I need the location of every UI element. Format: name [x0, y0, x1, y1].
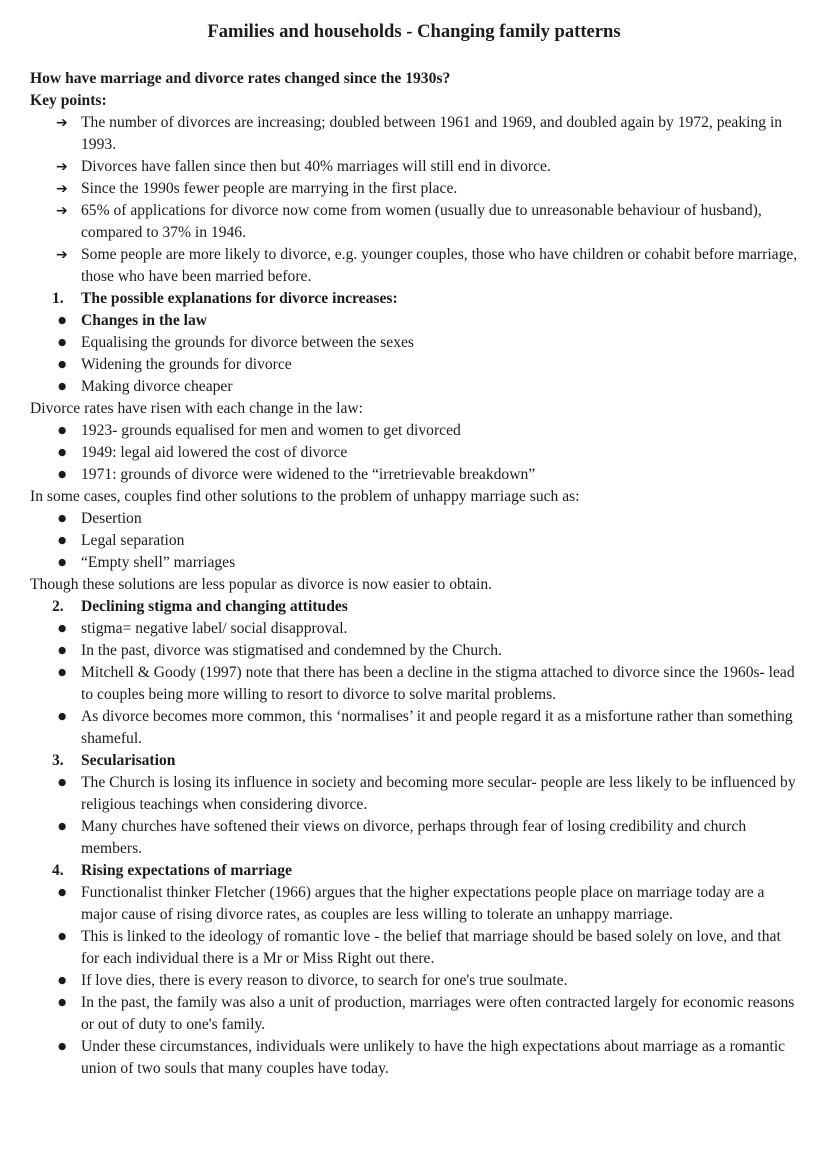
line-text: The number of divorces are increasing; doubled between 1961 and 1969, and doubled again by 1972, peaking in 1993.: [81, 114, 783, 153]
dot-bullet-icon: ●: [58, 535, 67, 546]
dot-bullet-icon: ●: [58, 1041, 67, 1052]
dot-bullet-icon: ●: [58, 447, 67, 458]
arrow-bullet-icon: ➔: [56, 159, 68, 175]
dot-bullet-icon: ●: [58, 997, 67, 1008]
dot-bullet-icon: ●: [58, 425, 67, 436]
line-text: Declining stigma and changing attitudes: [81, 598, 348, 615]
line-text: Key points:: [30, 92, 107, 109]
document-line: [30, 486, 798, 508]
document-line: [30, 90, 798, 112]
arrow-bullet-icon: ➔: [56, 115, 68, 131]
dot-bullet-icon: ●: [58, 777, 67, 788]
dot-bullet-icon: ●: [58, 887, 67, 898]
line-text: If love dies, there is every reason to divorce, to search for one's true soulmate.: [81, 972, 568, 989]
dot-bullet-icon: ●: [58, 667, 67, 678]
document-line: [30, 310, 798, 332]
line-text: This is linked to the ideology of romantic love - the belief that marriage should be based solely on love, and that for each individual there is a Mr or Miss Right out there.: [81, 928, 781, 967]
arrow-bullet-icon: ➔: [56, 247, 68, 263]
document-line: [30, 464, 798, 486]
line-text: Divorce rates have risen with each change in the law:: [30, 400, 363, 417]
line-text: In some cases, couples find other solutions to the problem of unhappy marriage such as:: [30, 488, 580, 505]
document-line: [30, 640, 798, 662]
dot-bullet-icon: ●: [58, 645, 67, 656]
line-text: How have marriage and divorce rates changed since the 1930s?: [30, 70, 451, 87]
list-number: 1.: [52, 290, 64, 307]
line-text: Under these circumstances, individuals were unlikely to have the high expectations about marriage as a romantic union of two souls that many couples have today.: [81, 1038, 786, 1077]
list-number: 3.: [52, 752, 64, 769]
document-line: [30, 398, 798, 420]
line-text: The Church is losing its influence in society and becoming more secular- people are less likely to be influenced by religious teachings when considering divorce.: [81, 774, 796, 813]
dot-bullet-icon: ●: [58, 513, 67, 524]
line-text: “Empty shell” marriages: [81, 554, 236, 571]
dot-bullet-icon: ●: [58, 975, 67, 986]
list-number: 4.: [52, 862, 64, 879]
line-text: Since the 1990s fewer people are marrying in the first place.: [81, 180, 458, 197]
document-line: [30, 156, 798, 178]
line-text: Making divorce cheaper: [81, 378, 233, 395]
document-line: [30, 244, 798, 288]
line-text: Desertion: [81, 510, 142, 527]
line-text: 65% of applications for divorce now come from women (usually due to unreasonable behaviour of husband), compared to 37% in 1946.: [81, 202, 762, 241]
line-text: Though these solutions are less popular as divorce is now easier to obtain.: [30, 576, 493, 593]
dot-bullet-icon: ●: [58, 315, 67, 326]
document-line: [30, 354, 798, 376]
document-line: [30, 970, 798, 992]
document-line: [30, 926, 798, 970]
document-line: [30, 772, 798, 816]
line-text: Equalising the grounds for divorce between the sexes: [81, 334, 415, 351]
dot-bullet-icon: ●: [58, 557, 67, 568]
dot-bullet-icon: ●: [58, 931, 67, 942]
line-text: 1923- grounds equalised for men and women to get divorced: [81, 422, 461, 439]
document-line: [30, 1036, 798, 1080]
document-title: Families and households - Changing family patterns: [207, 21, 621, 42]
document-line: [30, 816, 798, 860]
line-text: In the past, divorce was stigmatised and condemned by the Church.: [81, 642, 502, 659]
document-line: [30, 552, 798, 574]
dot-bullet-icon: ●: [58, 711, 67, 722]
line-text: Many churches have softened their views on divorce, perhaps through fear of losing credibility and church members.: [81, 818, 747, 857]
document-line: [30, 596, 798, 618]
document-blocks: [30, 68, 798, 1080]
line-text: Widening the grounds for divorce: [81, 356, 292, 373]
list-number: 2.: [52, 598, 64, 615]
document-line: [30, 420, 798, 442]
line-text: Functionalist thinker Fletcher (1966) argues that the higher expectations people place on marriage today are a major cause of rising divorce rates, as couples are less willing to tolerate an unhappy marriage.: [81, 884, 765, 923]
dot-bullet-icon: ●: [58, 469, 67, 480]
document-line: [30, 860, 798, 882]
line-text: Divorces have fallen since then but 40% marriages will still end in divorce.: [81, 158, 551, 175]
document-line: [30, 200, 798, 244]
document-line: [30, 442, 798, 464]
document-line: [30, 750, 798, 772]
line-text: Some people are more likely to divorce, e.g. younger couples, those who have children or cohabit before marriage, those who have been married before.: [81, 246, 798, 285]
document-line: [30, 706, 798, 750]
dot-bullet-icon: ●: [58, 381, 67, 392]
document-line: [30, 376, 798, 398]
document-line: [30, 178, 798, 200]
document-line: [30, 508, 798, 530]
line-text: 1971: grounds of divorce were widened to the “irretrievable breakdown”: [81, 466, 536, 483]
line-text: In the past, the family was also a unit of production, marriages were often contracted largely for economic reasons or out of duty to one's family.: [81, 994, 795, 1033]
document-line: [30, 112, 798, 156]
dot-bullet-icon: ●: [58, 337, 67, 348]
document-line: [30, 288, 798, 310]
line-text: stigma= negative label/ social disapproval.: [81, 620, 348, 637]
line-text: Changes in the law: [81, 312, 208, 329]
document-line: [30, 332, 798, 354]
line-text: Legal separation: [81, 532, 185, 549]
document-line: [30, 530, 798, 552]
line-text: As divorce becomes more common, this ‘normalises’ it and people regard it as a misfortune rather than something shameful.: [81, 708, 793, 747]
document-line: [30, 68, 798, 90]
document-line: [30, 992, 798, 1036]
dot-bullet-icon: ●: [58, 623, 67, 634]
line-text: 1949: legal aid lowered the cost of divorce: [81, 444, 348, 461]
document-line: [30, 618, 798, 640]
dot-bullet-icon: ●: [58, 359, 67, 370]
arrow-bullet-icon: ➔: [56, 203, 68, 219]
line-text: Rising expectations of marriage: [81, 862, 292, 879]
line-text: Secularisation: [81, 752, 176, 769]
document-line: [30, 662, 798, 706]
line-text: The possible explanations for divorce increases:: [81, 290, 398, 307]
line-text: Mitchell & Goody (1997) note that there has been a decline in the stigma attached to divorce since the 1960s- lead to couples being more willing to resort to divorce to solve marital problems.: [81, 664, 795, 703]
dot-bullet-icon: ●: [58, 821, 67, 832]
arrow-bullet-icon: ➔: [56, 181, 68, 197]
document-line: [30, 882, 798, 926]
document-line: [30, 574, 798, 596]
